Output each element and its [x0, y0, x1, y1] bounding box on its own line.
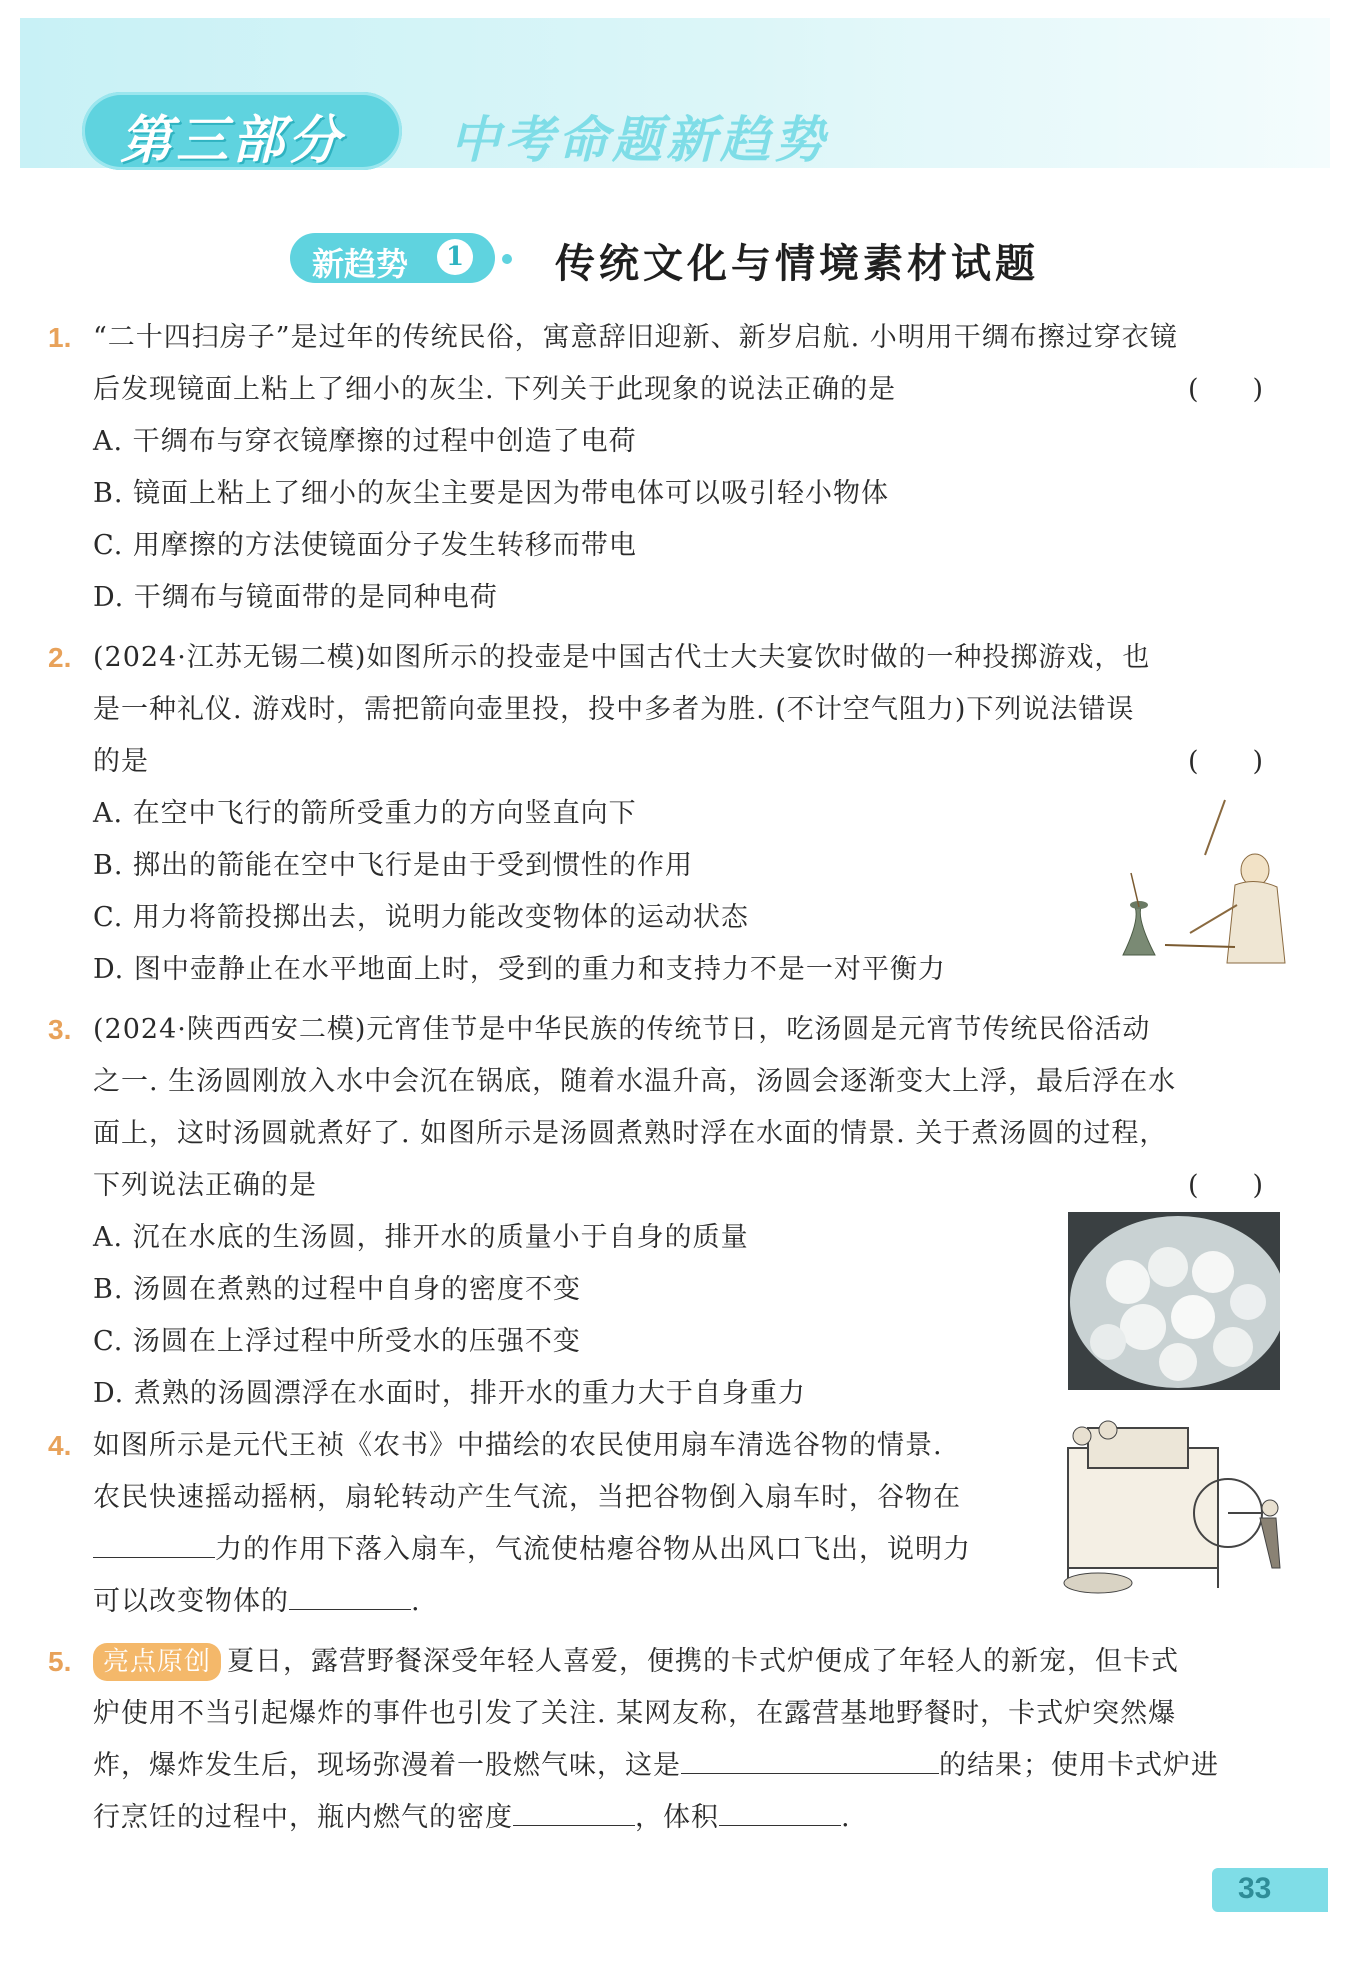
- option-a: A. 沉在水底的生汤圆，排开水的质量小于自身的质量: [93, 1222, 749, 1253]
- question-text-line: [93, 1636, 1179, 1688]
- question-text-line: [93, 1576, 421, 1628]
- part-subtitle: 中考命题新趋势: [450, 111, 828, 169]
- page-number: 33: [1238, 1872, 1272, 1905]
- section-title: 传统文化与情境素材试题: [555, 240, 1039, 287]
- highlight-original-badge: 亮点原创: [93, 1643, 221, 1681]
- question-text-line: (2024·江苏无锡二模)如图所示的投壶是中国古代士大夫宴饮时做的一种投掷游戏，也: [93, 642, 1151, 673]
- trend-badge: [290, 233, 495, 283]
- question-text-segment: 夏日，露营野餐深受年轻人喜爱，便携的卡式炉便成了年轻人的新宠，但卡式: [227, 1646, 1180, 1677]
- answer-blank[interactable]: [681, 1743, 939, 1774]
- question-text-line: 是一种礼仪. 游戏时，需把箭向壶里投，投中多者为胜. (不计空气阻力)下列说法错误: [93, 694, 1135, 725]
- option-d: D. 干绸布与镜面带的是同种电荷: [93, 582, 498, 613]
- question-text-segment: ，体积: [635, 1802, 719, 1833]
- part-label-badge: [82, 92, 402, 170]
- question-text-line: 炉使用不当引起爆炸的事件也引发了关注. 某网友称，在露营基地野餐时，卡式炉突然爆: [93, 1698, 1177, 1729]
- question-text-line: 的是: [93, 746, 149, 777]
- answer-bracket: ( ): [1188, 1170, 1264, 1201]
- answer-bracket: ( ): [1188, 374, 1264, 405]
- option-b: B. 镜面上粘上了细小的灰尘主要是因为带电体可以吸引轻小物体: [93, 478, 890, 509]
- answer-bracket: ( ): [1188, 746, 1264, 777]
- question-text-line: [93, 1740, 1219, 1792]
- question-text-line: 如图所示是元代王祯《农书》中描绘的农民使用扇车清选谷物的情景.: [93, 1430, 943, 1461]
- option-c: C. 用摩擦的方法使镜面分子发生转移而带电: [93, 530, 637, 561]
- question-text-segment: 炸，爆炸发生后，现场弥漫着一股燃气味，这是: [93, 1750, 681, 1781]
- option-c: C. 汤圆在上浮过程中所受水的压强不变: [93, 1326, 581, 1357]
- question-text-segment: 可以改变物体的: [93, 1586, 289, 1617]
- question-text-line: 农民快速摇动摇柄，扇轮转动产生气流，当把谷物倒入扇车时，谷物在: [93, 1482, 961, 1513]
- question-text-line: 后发现镜面上粘上了细小的灰尘. 下列关于此现象的说法正确的是: [93, 374, 897, 405]
- question-text-line: 面上，这时汤圆就煮好了. 如图所示是汤圆煮熟时浮在水面的情景. 关于煮汤圆的过程，: [93, 1118, 1168, 1149]
- trend-label: 新趋势: [312, 245, 409, 283]
- question-text-line: (2024·陕西西安二模)元宵佳节是中华民族的传统节日，吃汤圆是元宵节传统民俗活动: [93, 1014, 1151, 1045]
- question-text-segment: 力的作用下落入扇车，气流使枯瘪谷物从出风口飞出，说明力: [215, 1534, 971, 1565]
- question-text-line: 之一. 生汤圆刚放入水中会沉在锅底，随着水温升高，汤圆会逐渐变大上浮，最后浮在水: [93, 1066, 1177, 1097]
- question-text-line: “二十四扫房子”是过年的传统民俗，寓意辞旧迎新、新岁启航. 小明用干绸布擦过穿衣镜: [93, 322, 1178, 353]
- answer-blank[interactable]: [93, 1527, 215, 1558]
- trend-number: 1: [437, 239, 473, 275]
- option-c: C. 用力将箭投掷出去，说明力能改变物体的运动状态: [93, 902, 749, 933]
- answer-blank[interactable]: [719, 1795, 841, 1826]
- page-number-tab: [1212, 1868, 1328, 1912]
- answer-blank[interactable]: [289, 1579, 411, 1610]
- option-b: B. 掷出的箭能在空中飞行是由于受到惯性的作用: [93, 850, 694, 881]
- tangyuan-photo: [1068, 1212, 1280, 1390]
- touhu-illustration: [1105, 795, 1305, 970]
- question-number: 2.: [48, 642, 72, 673]
- answer-blank[interactable]: [513, 1795, 635, 1826]
- question-number: 3.: [48, 1014, 72, 1045]
- question-text-line: [93, 1792, 851, 1844]
- option-d: D. 图中壶静止在水平地面上时，受到的重力和支持力不是一对平衡力: [93, 954, 946, 985]
- option-d: D. 煮熟的汤圆漂浮在水面时，排开水的重力大于自身重力: [93, 1378, 806, 1409]
- question-number: 1.: [48, 322, 72, 353]
- question-number: 5.: [48, 1646, 72, 1677]
- question-text-segment: .: [411, 1586, 421, 1617]
- trend-dot: [502, 254, 512, 264]
- question-text-segment: 的结果；使用卡式炉进: [939, 1750, 1219, 1781]
- question-number: 4.: [48, 1430, 72, 1461]
- question-text-line: 下列说法正确的是: [93, 1170, 317, 1201]
- option-b: B. 汤圆在煮熟的过程中自身的密度不变: [93, 1274, 582, 1305]
- option-a: A. 在空中飞行的箭所受重力的方向竖直向下: [93, 798, 637, 829]
- option-a: A. 干绸布与穿衣镜摩擦的过程中创造了电荷: [93, 426, 637, 457]
- question-text-segment: .: [841, 1802, 851, 1833]
- question-text-line: [93, 1524, 971, 1576]
- winnowing-machine-illustration: [1058, 1418, 1290, 1598]
- part-label: 第三部分: [120, 111, 345, 171]
- question-text-segment: 行烹饪的过程中，瓶内燃气的密度: [93, 1802, 513, 1833]
